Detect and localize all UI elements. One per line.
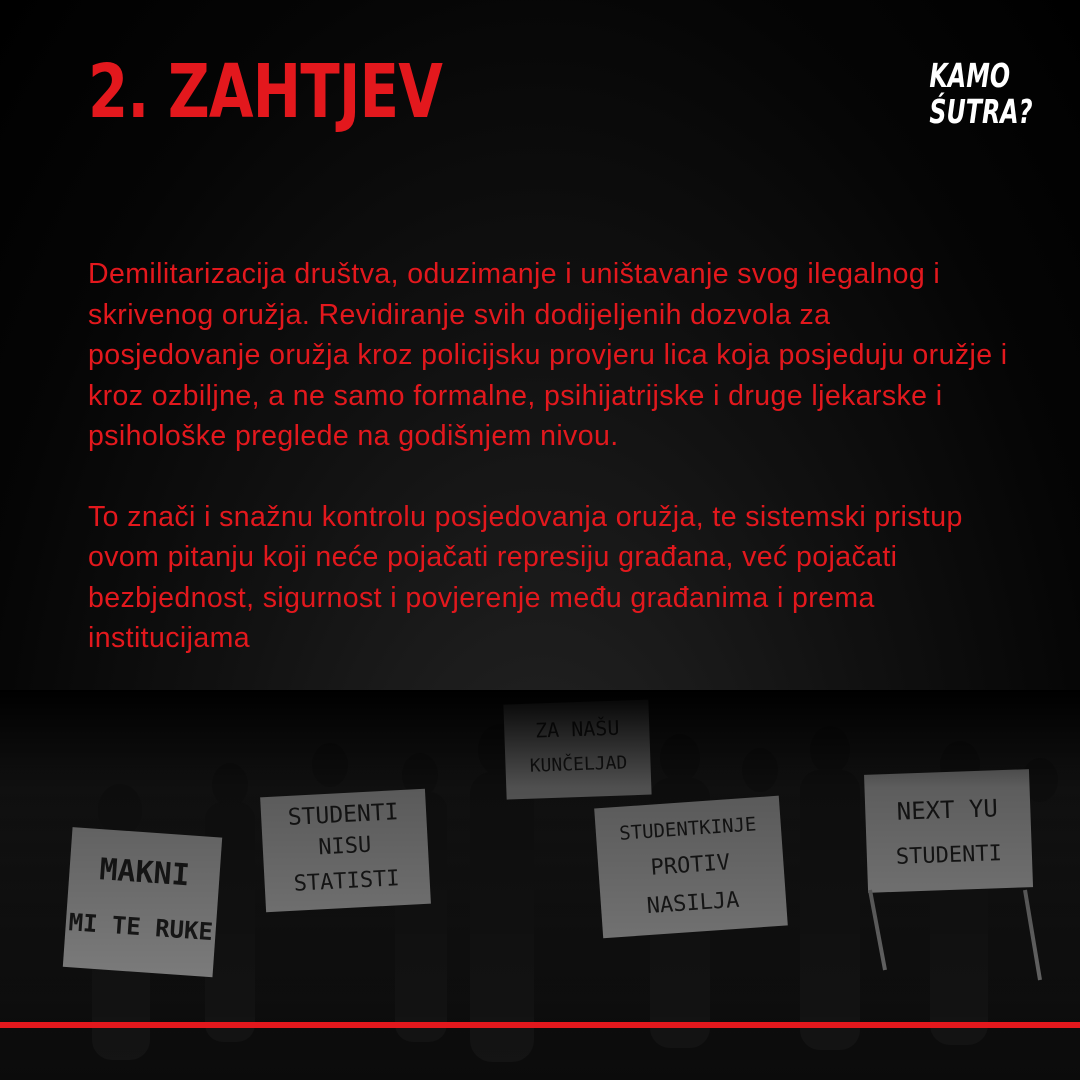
demand-text — [88, 254, 1008, 659]
logo-line-1: KAMO — [929, 56, 1011, 95]
brand-logo — [914, 56, 1033, 131]
page-title: 2. ZAHTJEV — [88, 49, 443, 135]
logo-line-2: ŚUTRA? — [929, 92, 1033, 131]
paragraph-1: Demilitarizacija društva, oduzimanje i uništavanje svog ilegalnog i skrivenog oružja. Revidiranje svih dodijeljenih dozvola za posjedovanje oružja kroz policijsku provjeru lica koja posjeduju oružje i kroz ozbiljne, a ne samo formalne, psihijatrijske i druge ljekarske i psihološke preglede na godišnjem nivou. — [88, 258, 1008, 452]
accent-rule — [0, 1022, 1080, 1028]
paragraph-2: To znači i snažnu kontrolu posjedovanja oružja, te sistemski pristup ovom pitanju koji neće pojačati represiju građana, već pojačati bezbjednost, sigurnost i povjerenje među građanima i prema institucijama — [88, 500, 963, 654]
